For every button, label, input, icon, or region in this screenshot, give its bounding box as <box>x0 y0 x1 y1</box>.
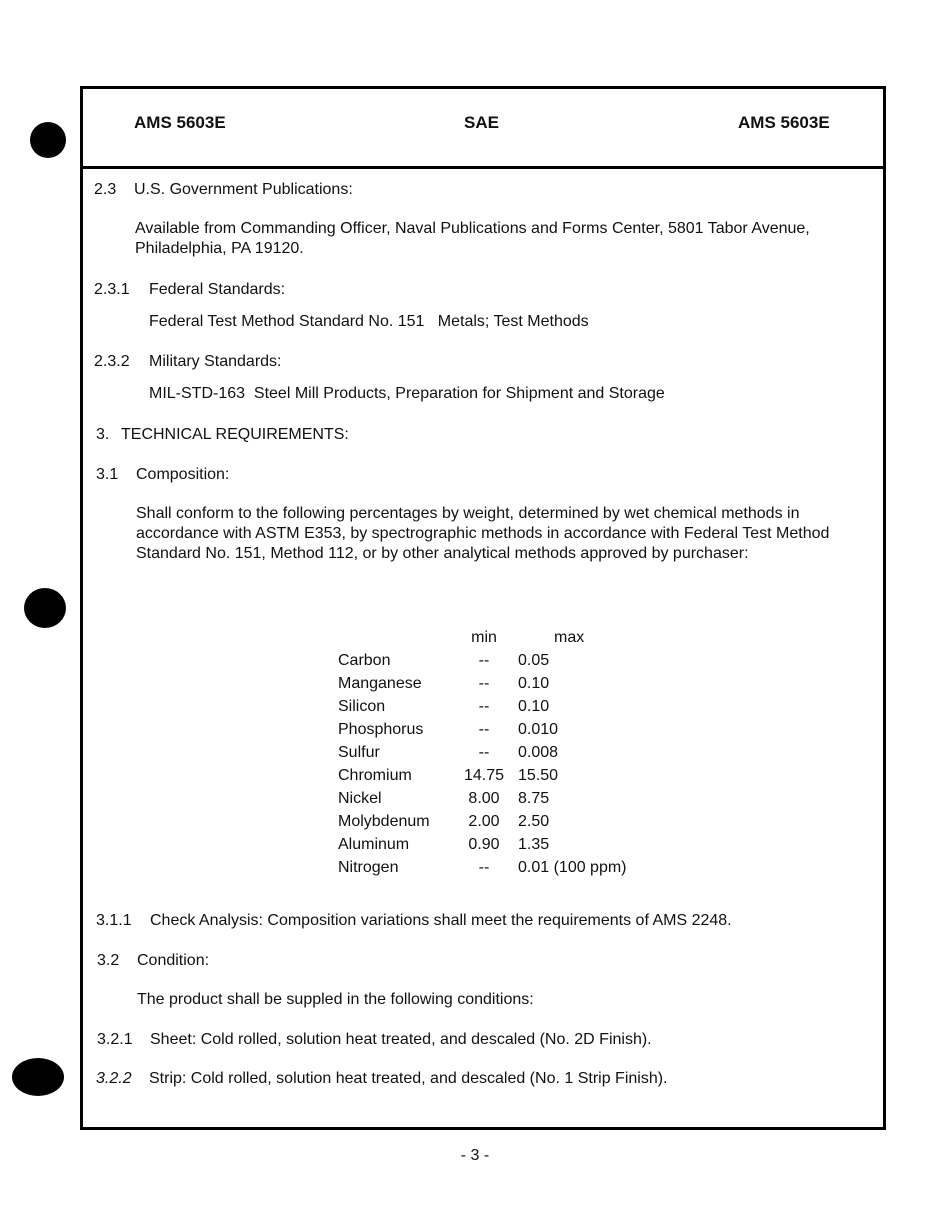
composition-row <box>338 649 627 672</box>
section-2-3-1-body: Federal Test Method Standard No. 151 Metals; Test Methods <box>149 313 589 330</box>
element-name: Silicon <box>338 697 386 715</box>
composition-row <box>338 856 627 879</box>
element-max: 0.01 (100 ppm) <box>518 858 627 876</box>
element-max: 0.05 <box>518 651 550 669</box>
section-3-2-title: Condition: <box>137 952 210 969</box>
element-max: 2.50 <box>518 812 550 830</box>
section-2-3-1-title: Federal Standards: <box>149 281 286 298</box>
element-max: 0.008 <box>518 743 559 761</box>
header-organization: SAE <box>464 113 499 132</box>
header-doc-id-left: AMS 5603E <box>134 113 226 132</box>
composition-row <box>338 764 627 787</box>
element-min: 2.00 <box>468 812 500 830</box>
header-divider <box>80 166 886 169</box>
element-max: 0.010 <box>518 720 559 738</box>
element-min: 8.00 <box>468 789 500 807</box>
composition-table <box>338 626 627 879</box>
section-3-2-2-text: Strip: Cold rolled, solution heat treated, and descaled (No. 1 Strip Finish). <box>149 1070 668 1087</box>
composition-header-element <box>338 626 450 649</box>
element-min: -- <box>478 651 490 669</box>
element-name: Manganese <box>338 674 422 692</box>
section-3-2-number: 3.2 <box>97 952 120 969</box>
section-3-1-1-number: 3.1.1 <box>96 912 132 929</box>
page-number: - 3 - <box>460 1147 490 1164</box>
section-3-1-1-text: Check Analysis: Composition variations shall meet the requirements of AMS 2248. <box>150 912 732 929</box>
binder-hole-bottom <box>12 1058 64 1096</box>
section-2-3-1-number: 2.3.1 <box>94 281 130 298</box>
element-max: 0.10 <box>518 674 550 692</box>
element-name: Molybdenum <box>338 812 430 830</box>
section-3-number: 3. <box>96 426 110 443</box>
composition-header-min: min <box>471 628 497 646</box>
element-max: 1.35 <box>518 835 550 853</box>
element-max: 15.50 <box>518 766 559 784</box>
element-name: Phosphorus <box>338 720 424 738</box>
element-name: Nickel <box>338 789 382 807</box>
element-max: 8.75 <box>518 789 550 807</box>
section-3-2-body: The product shall be suppled in the following conditions: <box>137 991 534 1008</box>
composition-row <box>338 787 627 810</box>
element-name: Aluminum <box>338 835 410 853</box>
header-doc-id-right: AMS 5603E <box>738 113 830 132</box>
element-name: Nitrogen <box>338 858 399 876</box>
section-3-title: TECHNICAL REQUIREMENTS: <box>121 426 349 443</box>
element-name: Chromium <box>338 766 412 784</box>
composition-row <box>338 695 627 718</box>
element-min: -- <box>478 720 490 738</box>
element-min: 0.90 <box>468 835 500 853</box>
element-name: Carbon <box>338 651 391 669</box>
section-2-3-2-number: 2.3.2 <box>94 353 130 370</box>
composition-row <box>338 672 627 695</box>
element-min: -- <box>478 858 490 876</box>
section-3-1-title: Composition: <box>136 466 230 483</box>
element-min: -- <box>478 697 490 715</box>
composition-header-max: max <box>554 628 585 646</box>
binder-hole-top <box>30 122 66 158</box>
element-min: -- <box>478 674 490 692</box>
section-2-3-2-title: Military Standards: <box>149 353 282 370</box>
binder-hole-middle <box>24 588 66 628</box>
section-3-2-1-number: 3.2.1 <box>97 1031 133 1048</box>
section-2-3-2-body: MIL-STD-163 Steel Mill Products, Preparation for Shipment and Storage <box>149 385 665 402</box>
section-2-3-title: U.S. Government Publications: <box>134 181 353 198</box>
section-3-2-1-text: Sheet: Cold rolled, solution heat treated, and descaled (No. 2D Finish). <box>150 1031 652 1048</box>
element-max: 0.10 <box>518 697 550 715</box>
section-3-1-number: 3.1 <box>96 466 119 483</box>
section-2-3-number: 2.3 <box>94 181 117 198</box>
element-min: 14.75 <box>463 766 505 784</box>
composition-row <box>338 810 627 833</box>
element-min: -- <box>478 743 490 761</box>
section-2-3-body: Available from Commanding Officer, Naval Publications and Forms Center, 5801 Tabor Avenue, Philadelphia, PA 19120. <box>135 220 810 257</box>
composition-row <box>338 718 627 741</box>
composition-row <box>338 741 627 764</box>
composition-header-row <box>338 626 627 649</box>
composition-row <box>338 833 627 856</box>
section-3-2-2-number: 3.2.2 <box>96 1070 132 1087</box>
element-name: Sulfur <box>338 743 380 761</box>
section-3-1-body: Shall conform to the following percentages by weight, determined by wet chemical methods in accordance with ASTM E353, by spectrographic methods in accordance with Federal Test Method Standard No. 151, Method 112, or by other analytical methods approved by purchaser: <box>136 505 830 562</box>
